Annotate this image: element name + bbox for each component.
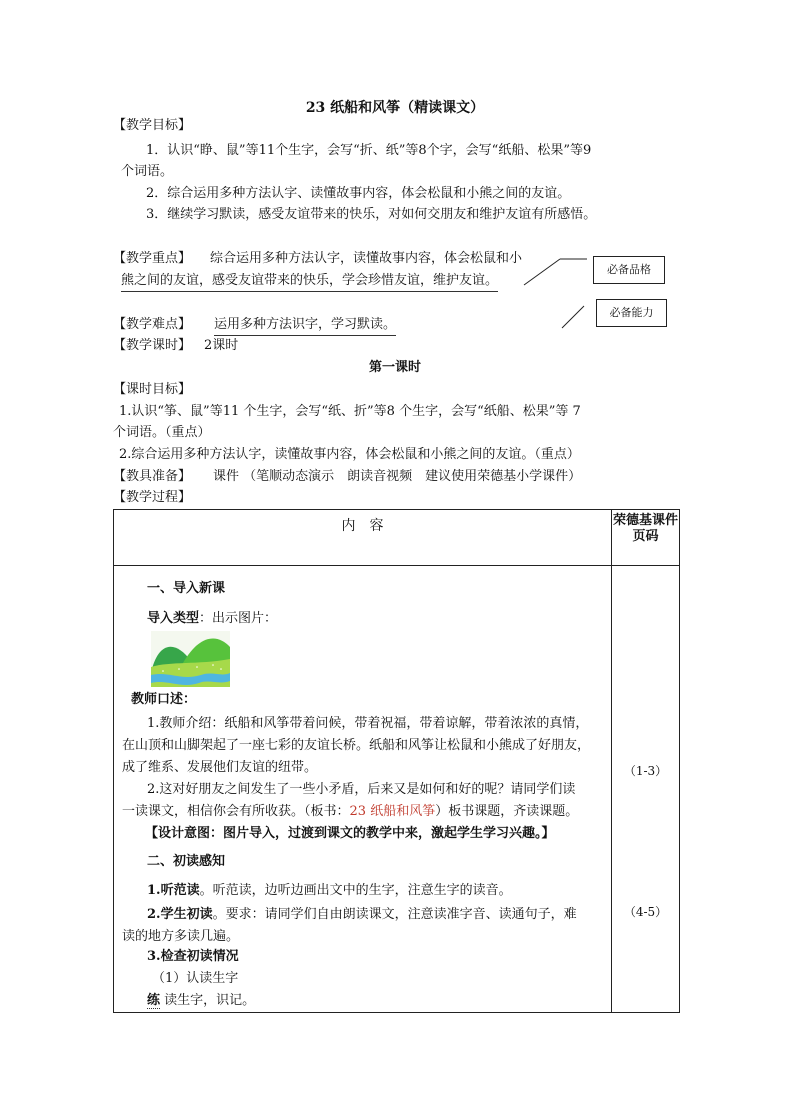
para1-line-1: 1.教师介绍：纸船和风筝带着问候，带着祝福，带着谅解，带着浓浓的真情，	[147, 716, 589, 731]
sub-item-1: （1）认读生字	[152, 971, 239, 986]
goal-line-4: 3．继续学习默读，感受友谊带来的快乐，对如何交朋友和维护友谊有所感悟。	[146, 207, 597, 222]
check-label: 3.检查初读情况	[147, 949, 239, 964]
focus-label: 【教学重点】	[113, 251, 192, 266]
goals-heading: 【教学目标】	[113, 118, 192, 133]
materials-text: 课件 （笔顺动态演示 朗读音视频 建议使用荣德基小学课件）	[213, 469, 582, 484]
practice-label: 练	[147, 993, 161, 1008]
teacher-label: 教师口述：	[131, 692, 197, 707]
page-title: 23 纸船和风筝（精读课文）	[305, 100, 485, 116]
process-table	[113, 509, 680, 1013]
para2-line-2: 一读课文，相信你会有所收获。（板书：23 纸船和风筝）板书课题，齐读课题。	[122, 804, 579, 819]
focus-line-2: 熊之间的友谊，感受友谊带来的快乐，学会珍惜友谊，维护友谊。	[121, 271, 498, 292]
student-line-1: 2.学生初读。要求：请同学们自由朗读课文，注意读准字音、读通句子，难	[147, 907, 577, 922]
lesson-heading: 第一课时	[368, 360, 421, 375]
student-line-2: 读的地方多读几遍。	[122, 929, 240, 944]
goal-line-2: 个词语。	[121, 164, 174, 179]
lesson-goal-line-3: 2.综合运用多种方法认字，读懂故事内容，体会松鼠和小熊之间的友谊。（重点）	[119, 447, 580, 462]
period-text: 2课时	[204, 338, 239, 353]
lesson-goal-line-1: 1.认识“筝、鼠”等11 个生字，会写“纸、折”等8 个生字，会写“纸船、松果”等 7	[119, 404, 581, 419]
board-title: 23 纸船和风筝	[349, 804, 436, 819]
section-intro-title: 一、导入新课	[147, 581, 226, 596]
goal-line-3: 2．综合运用多种方法认字、读懂故事内容，体会松鼠和小熊之间的友谊。	[146, 186, 571, 201]
page-ref-1: （1-3）	[623, 764, 668, 778]
landscape-image	[151, 631, 230, 687]
lesson-goal-line-2: 个词语。（重点）	[113, 425, 211, 440]
callout-ability: 必备能力	[596, 299, 667, 327]
listen-line: 1.听范读。听范读，边听边画出文中的生字，注意生字的读音。	[147, 883, 512, 898]
para2-line-1: 2.这对好朋友之间发生了一些小矛盾，后来又是如何和好的呢？请同学们读	[147, 782, 576, 797]
page-ref-2: （4-5）	[623, 905, 668, 919]
period-label: 【教学课时】	[113, 338, 192, 353]
lesson-goals-heading: 【课时目标】	[113, 382, 192, 397]
design-intent: 【设计意图：图片导入，过渡到课文的教学中来，激起学生学习兴趣。】	[145, 826, 555, 841]
difficulty-label: 【教学难点】	[113, 317, 192, 332]
materials-label: 【教具准备】	[113, 469, 192, 484]
difficulty-text: 运用多种方法识字，学习默读。	[214, 315, 396, 336]
goal-line-1: 1．认识“睁、鼠”等11个生字，会写“折、纸”等8个字，会写“纸船、松果”等9	[146, 143, 592, 158]
callout-character: 必备品格	[593, 256, 665, 284]
para1-line-3: 成了维系、发展他们友谊的纽带。	[122, 760, 318, 775]
para1-line-2: 在山顶和山脚架起了一座七彩的友谊长桥。纸船和风筝让松鼠和小熊成了好朋友，	[122, 738, 591, 753]
table-header-content: 内 容	[341, 518, 384, 534]
focus-line-1: 综合运用多种方法认字，读懂故事内容，体会松鼠和小	[210, 251, 523, 266]
practice-line: 练 读生字，识记。	[147, 993, 256, 1008]
table-header-page: 荣德基课件页码	[612, 513, 678, 544]
section-reading-title: 二、初读感知	[147, 854, 226, 869]
intro-type: 导入类型：出示图片：	[147, 611, 278, 626]
process-label: 【教学过程】	[113, 490, 192, 505]
